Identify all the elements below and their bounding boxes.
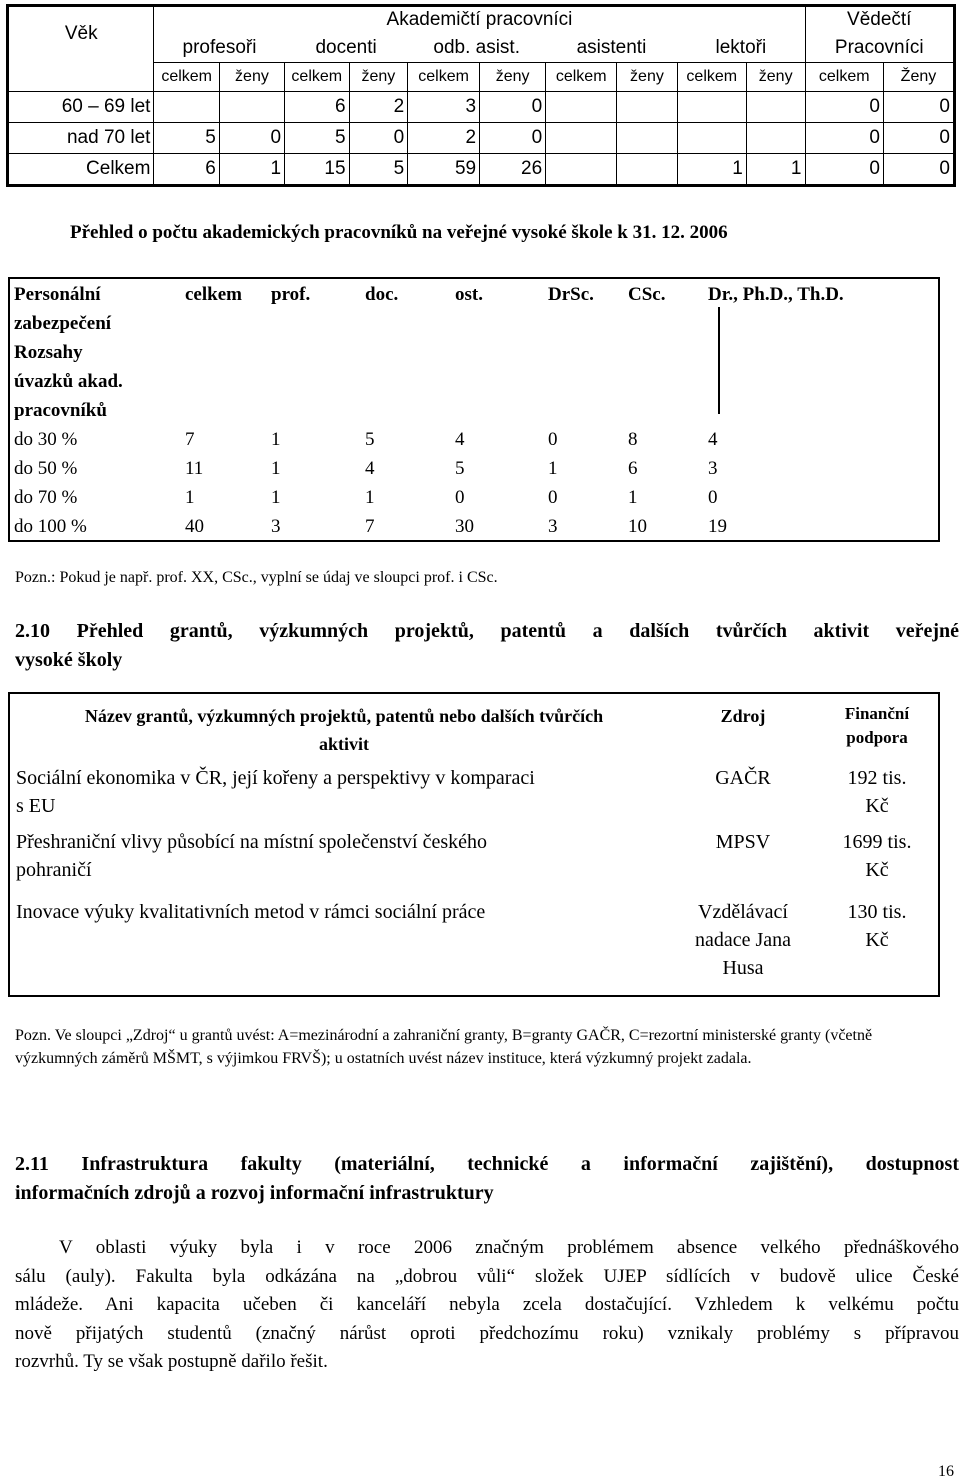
col-header: celkem xyxy=(185,284,242,305)
table-cell: 10 xyxy=(628,516,647,537)
col-header: DrSc. xyxy=(548,284,594,305)
table-cell: 7 xyxy=(365,516,375,537)
table-cell xyxy=(546,92,617,123)
table-cell: 0 xyxy=(548,429,558,450)
table-cell: 0 xyxy=(548,487,558,508)
cell-line: Kč xyxy=(865,929,889,951)
table-cell: 0 xyxy=(883,123,953,154)
table-cell: 5 xyxy=(154,123,219,154)
grant-name xyxy=(8,758,672,828)
row-group-label-2: úvazků akad. xyxy=(14,371,123,392)
table-cell: 1 xyxy=(271,487,281,508)
col-header: CSc. xyxy=(628,284,666,305)
col-header: prof. xyxy=(271,284,311,305)
table-cell: 59 xyxy=(408,154,480,185)
col-header-name xyxy=(8,692,672,758)
sub-header-women: ženy xyxy=(349,63,408,92)
header-text: aktivit xyxy=(318,734,369,754)
table-cell: 0 xyxy=(708,487,718,508)
table-cell xyxy=(617,92,678,123)
table-cell: 2 xyxy=(349,92,408,123)
sub-header-women: ženy xyxy=(617,63,678,92)
table-cell: 11 xyxy=(185,458,204,479)
table-cell: 1 xyxy=(271,458,281,479)
table-cell: 0 xyxy=(480,92,546,123)
table-cell: 7 xyxy=(185,429,195,450)
table-cell: 1 xyxy=(548,458,558,479)
workload-note: Pozn.: Pokud je např. prof. XX, CSc., vyplní se údaj ve sloupci prof. i CSc. xyxy=(15,569,498,586)
header-text: Název grantů, výzkumných projektů, patentů nebo dalších tvůrčích xyxy=(84,706,604,726)
table-cell xyxy=(219,92,284,123)
cell-line: s EU xyxy=(16,795,56,817)
table-cell: 6 xyxy=(154,154,219,185)
table-cell: 5 xyxy=(349,154,408,185)
header-research-staff-2: Pracovníci xyxy=(805,34,954,63)
col-header-source: Zdroj xyxy=(720,706,766,726)
cell-line: MPSV xyxy=(715,831,771,853)
row-label: Celkem xyxy=(9,154,154,185)
row-label: do 30 % xyxy=(14,429,78,450)
table-row xyxy=(8,828,940,898)
table-cell: 1 xyxy=(219,154,284,185)
table-row xyxy=(9,123,954,154)
cell-line: Kč xyxy=(865,859,889,881)
cell-line: nadace Jana xyxy=(694,929,792,951)
row-label: nad 70 let xyxy=(9,123,154,154)
workload-table xyxy=(14,280,908,541)
table-cell: 8 xyxy=(628,429,638,450)
header-research-staff-1: Vědečtí xyxy=(805,7,954,34)
table-cell: 0 xyxy=(805,123,883,154)
paragraph-line: sálu (auly). Fakulta byla odkázána na „dobrou vůli“ složek UJEP sídlících v budově ulice České xyxy=(15,1265,959,1287)
table-cell: 0 xyxy=(805,154,883,185)
table-cell: 4 xyxy=(365,458,375,479)
table-cell xyxy=(746,123,805,154)
role-header: lektoři xyxy=(677,34,805,63)
table-cell: 0 xyxy=(480,123,546,154)
col-header: doc. xyxy=(365,284,399,305)
cell-line: Přeshraniční vlivy působící na místní společenství českého xyxy=(16,831,488,853)
table-row xyxy=(14,512,908,541)
table-cell: 4 xyxy=(708,429,718,450)
grant-source xyxy=(672,828,814,898)
row-group-label-3: pracovníků xyxy=(14,400,107,421)
paragraph-line: rozvrhů. Ty se však postupně dařilo řešit. xyxy=(15,1351,328,1372)
row-group-label-1: Rozsahy xyxy=(14,342,83,363)
sub-header-women: Ženy xyxy=(883,63,953,92)
sub-header-total: celkem xyxy=(408,63,480,92)
heading-line: 2.11 Infrastruktura fakulty (materiální, technické a informační zajištění), dostupnost xyxy=(15,1153,959,1175)
corner-label-2: zabezpečení xyxy=(14,313,112,334)
table-cell xyxy=(677,123,746,154)
caption-staff-overview: Přehled o počtu akademických pracovníků na veřejné vysoké škole k 31. 12. 2006 xyxy=(70,222,728,243)
table-row xyxy=(14,483,908,512)
table-row xyxy=(9,92,954,123)
table-cell: 1 xyxy=(746,154,805,185)
corner-label-1: Personální xyxy=(14,284,101,305)
table-row xyxy=(14,454,908,483)
page-number: 16 xyxy=(938,1463,954,1480)
table-cell xyxy=(677,92,746,123)
col-header: ost. xyxy=(455,284,483,305)
table-cell: 0 xyxy=(219,123,284,154)
table-row xyxy=(8,758,940,828)
row-label: do 100 % xyxy=(14,516,87,537)
table-cell: 0 xyxy=(883,92,953,123)
sub-header-women: ženy xyxy=(746,63,805,92)
sub-header-women: ženy xyxy=(219,63,284,92)
role-header: docenti xyxy=(285,34,408,63)
sub-header-women: ženy xyxy=(480,63,546,92)
table-cell xyxy=(546,123,617,154)
col-header: Dr., Ph.D., Th.D. xyxy=(708,284,844,305)
table-cell: 5 xyxy=(285,123,349,154)
sub-header-total: celkem xyxy=(285,63,349,92)
table-cell: 3 xyxy=(271,516,281,537)
cell-line: Sociální ekonomika v ČR, její kořeny a perspektivy v komparaci xyxy=(16,767,535,789)
grant-name xyxy=(8,898,672,998)
table-row xyxy=(8,898,940,998)
heading-line: vysoké školy xyxy=(15,649,123,671)
table-cell: 3 xyxy=(408,92,480,123)
grant-name xyxy=(8,828,672,898)
table-cell: 3 xyxy=(708,458,718,479)
header-text: Finanční xyxy=(844,704,910,723)
table-cell: 0 xyxy=(805,92,883,123)
cell-line: pohraničí xyxy=(16,859,92,881)
cell-line: 192 tis. xyxy=(847,767,907,789)
table-cell: 0 xyxy=(883,154,953,185)
table-row xyxy=(9,154,954,185)
table-cell xyxy=(617,154,678,185)
col-header-age: Věk xyxy=(9,7,154,92)
table-cell xyxy=(154,92,219,123)
role-header: odb. asist. xyxy=(408,34,546,63)
row-label: do 70 % xyxy=(14,487,78,508)
cell-line: Vzdělávací xyxy=(698,901,788,923)
table-cell: 0 xyxy=(455,487,465,508)
cell-line: Husa xyxy=(722,957,764,979)
heading-line: 2.10 Přehled grantů, výzkumných projektů, patentů a dalších tvůrčích aktivit veřejné xyxy=(15,620,959,642)
table-cell: 30 xyxy=(455,516,474,537)
sub-header-total: celkem xyxy=(805,63,883,92)
table-cell: 1 xyxy=(628,487,638,508)
sub-header-total: celkem xyxy=(546,63,617,92)
heading-line: informačních zdrojů a rozvoj informační infrastruktury xyxy=(15,1182,494,1204)
table-row xyxy=(14,425,908,454)
grant-funding xyxy=(814,828,940,898)
table-cell: 1 xyxy=(365,487,375,508)
paragraph-line: mládeže. Ani kapacita učeben či kanceláří nebyla zcela dostačující. Vzhledem k velkému počtu xyxy=(15,1294,959,1315)
cell-line: 130 tis. xyxy=(847,901,907,923)
table-cell xyxy=(746,92,805,123)
table-cell: 6 xyxy=(628,458,638,479)
table-cell: 3 xyxy=(548,516,558,537)
header-text: podpora xyxy=(846,728,908,747)
grants-note: Pozn. Ve sloupci „Zdroj“ u grantů uvést: A=mezinárodní a zahraniční granty, B=granty GAČR, C=rezortní ministerské granty (včetně výzkumných záměrů MŠMT, s výjimkou FRVŠ); u ostatních uvést název instituce, která výzkumný projekt zadala. xyxy=(15,1027,873,1067)
table-cell: 0 xyxy=(349,123,408,154)
grants-table xyxy=(8,692,940,998)
cell-line: Kč xyxy=(865,795,889,817)
cell-line: GAČR xyxy=(715,767,771,789)
cell-line: 1699 tis. xyxy=(842,831,912,853)
table-cell: 15 xyxy=(285,154,349,185)
paragraph-line: nově přijatých studentů (značný nárůst oproti předchozímu roku) vznikaly problémy s přípravou xyxy=(15,1322,959,1344)
grant-funding xyxy=(814,758,940,828)
table-cell: 26 xyxy=(480,154,546,185)
table-cell: 1 xyxy=(185,487,195,508)
cell-line: Inovace výuky kvalitativních metod v rámci sociální práce xyxy=(16,901,486,923)
row-label: 60 – 69 let xyxy=(9,92,154,123)
grant-source xyxy=(672,758,814,828)
table-cell: 1 xyxy=(271,429,281,450)
grant-funding xyxy=(814,898,940,998)
role-header: profesoři xyxy=(154,34,285,63)
table-cell: 2 xyxy=(408,123,480,154)
table-cell: 6 xyxy=(285,92,349,123)
paragraph-line: V oblasti výuky byla i v roce 2006 značným problémem absence velkého přednáškového xyxy=(59,1237,959,1258)
col-header-funding xyxy=(814,692,940,758)
section-heading-2-11 xyxy=(15,1150,959,1208)
row-label: do 50 % xyxy=(14,458,78,479)
role-header: asistenti xyxy=(546,34,678,63)
table-cell xyxy=(617,123,678,154)
sub-header-total: celkem xyxy=(677,63,746,92)
staff-by-age-table xyxy=(8,6,954,185)
table-cell: 19 xyxy=(708,516,727,537)
table-cell: 1 xyxy=(677,154,746,185)
section-heading-2-10 xyxy=(15,617,959,675)
table-cell: 4 xyxy=(455,429,465,450)
header-academic-staff: Akademičtí pracovníci xyxy=(154,7,805,34)
sub-header-total: celkem xyxy=(154,63,219,92)
table-cell: 5 xyxy=(365,429,375,450)
table-cell: 40 xyxy=(185,516,204,537)
table-cell: 5 xyxy=(455,458,465,479)
table-cell xyxy=(546,154,617,185)
grant-source xyxy=(672,898,814,998)
infrastructure-paragraph xyxy=(15,1234,959,1377)
